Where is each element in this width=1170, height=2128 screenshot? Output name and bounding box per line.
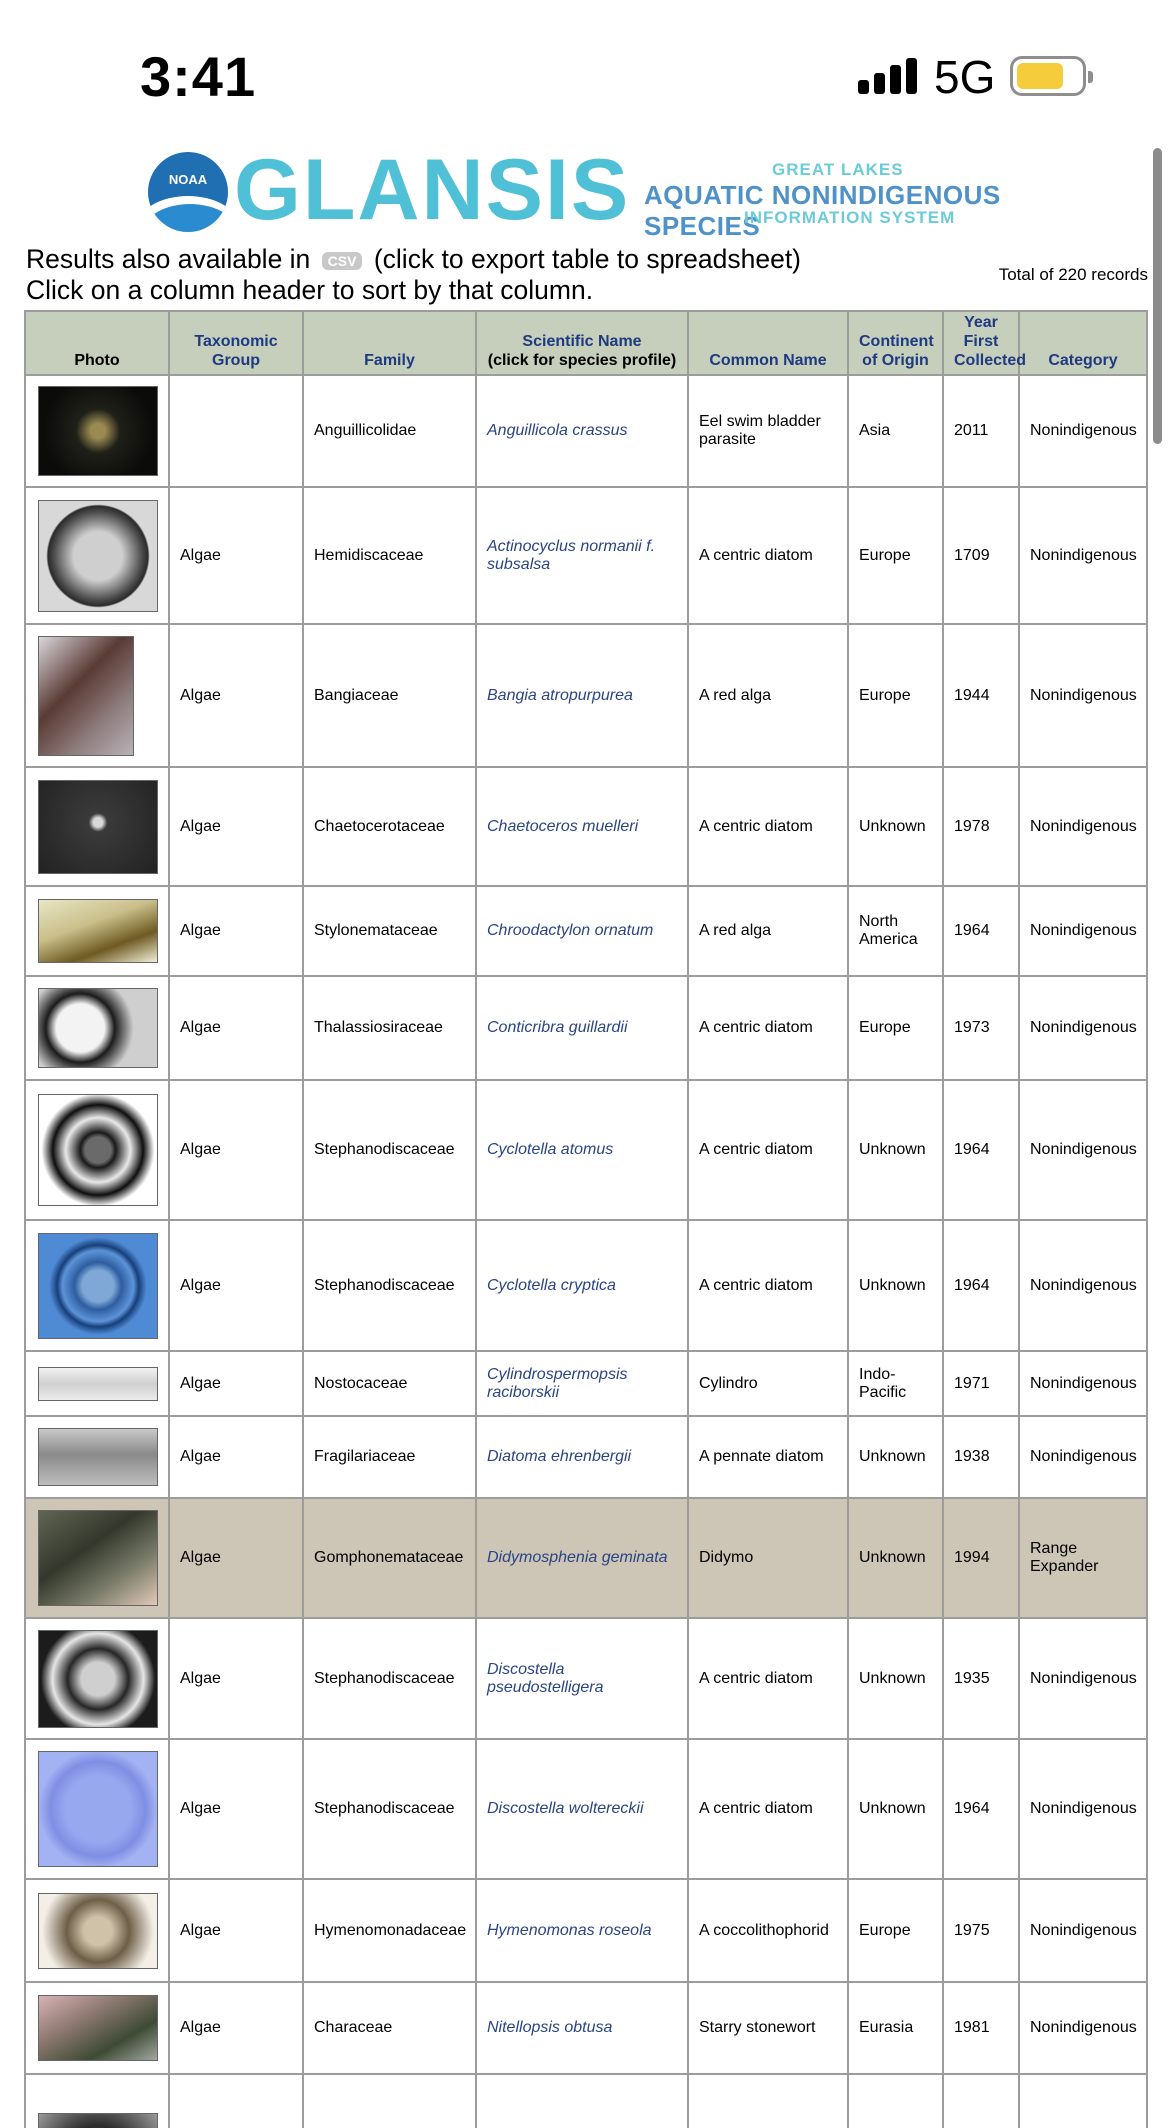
glansis-logo[interactable] (148, 142, 1008, 241)
scientific-name-link[interactable]: Diatoma ehrenbergii (476, 1416, 688, 1498)
family-cell: Stephanodiscaceae (303, 1220, 476, 1351)
common-name-cell (688, 2074, 848, 2128)
category-cell: Nonindigenous (1019, 1080, 1147, 1220)
taxonomic-group-cell: Algae (169, 976, 303, 1080)
category-cell: Nonindigenous (1019, 976, 1147, 1080)
scientific-name-link[interactable]: Actinocyclus normanii f. subsalsa (476, 487, 688, 624)
family-cell: Gomphonemataceae (303, 1498, 476, 1618)
category-cell: Range Expander (1019, 1498, 1147, 1618)
status-bar (0, 0, 1170, 140)
common-name-cell: Eel swim bladder parasite (688, 375, 848, 487)
photo-cell (25, 767, 169, 886)
family-cell (303, 2074, 476, 2128)
continent-cell: Unknown (848, 1416, 943, 1498)
table-row (25, 1739, 1147, 1879)
table-row (25, 1498, 1147, 1618)
scientific-name-sublabel: (click for species profile) (487, 352, 677, 369)
common-name-cell: A centric diatom (688, 976, 848, 1080)
family-cell: Fragilariaceae (303, 1416, 476, 1498)
family-cell: Hemidiscaceae (303, 487, 476, 624)
category-cell: Nonindigenous (1019, 624, 1147, 767)
species-photo-thumbnail[interactable] (38, 988, 158, 1068)
scrollbar-thumb[interactable] (1153, 148, 1162, 444)
logo-brand: GLANSIS (234, 142, 631, 238)
scientific-name-link[interactable]: Chaetoceros muelleri (476, 767, 688, 886)
continent-cell: Asia (848, 375, 943, 487)
continent-cell: Unknown (848, 1220, 943, 1351)
species-photo-thumbnail[interactable] (38, 636, 134, 756)
scientific-name-link[interactable]: Nitellopsis obtusa (476, 1982, 688, 2074)
species-photo-thumbnail[interactable] (38, 1094, 158, 1206)
logo-tagline-1: GREAT LAKES (772, 160, 904, 179)
category-cell: Nonindigenous (1019, 1879, 1147, 1982)
results-suffix: (click to export table to spreadsheet) (373, 244, 802, 274)
year-cell: 1978 (943, 767, 1019, 886)
species-photo-thumbnail[interactable] (38, 1893, 158, 1969)
taxonomic-group-cell: Algae (169, 886, 303, 976)
column-header-taxonomic-group[interactable]: Taxonomic Group (169, 311, 303, 375)
family-cell: Bangiaceae (303, 624, 476, 767)
family-cell: Nostocaceae (303, 1351, 476, 1416)
photo-cell (25, 1416, 169, 1498)
common-name-cell: A red alga (688, 886, 848, 976)
column-header-year[interactable]: Year First Collected (943, 311, 1019, 375)
table-row (25, 1416, 1147, 1498)
continent-cell: Unknown (848, 1739, 943, 1879)
common-name-cell: Cylindro (688, 1351, 848, 1416)
photo-cell (25, 886, 169, 976)
category-cell: Nonindigenous (1019, 1739, 1147, 1879)
table-row (25, 1618, 1147, 1739)
csv-export-button[interactable]: CSV (322, 252, 363, 270)
category-cell: Nonindigenous (1019, 1220, 1147, 1351)
family-cell: Thalassiosiraceae (303, 976, 476, 1080)
taxonomic-group-cell: Algae (169, 1982, 303, 2074)
table-header-row (25, 311, 1147, 375)
continent-cell: Europe (848, 624, 943, 767)
continent-cell: Unknown (848, 1498, 943, 1618)
species-photo-thumbnail[interactable] (38, 1510, 158, 1606)
species-photo-thumbnail[interactable] (38, 780, 158, 874)
common-name-cell: A red alga (688, 624, 848, 767)
common-name-cell: Didymo (688, 1498, 848, 1618)
table-row (25, 1080, 1147, 1220)
species-photo-thumbnail[interactable] (38, 1428, 158, 1486)
common-name-cell: A coccolithophorid (688, 1879, 848, 1982)
photo-cell (25, 2074, 169, 2128)
continent-cell: Indo-Pacific (848, 1351, 943, 1416)
photo-cell (25, 1080, 169, 1220)
photo-cell (25, 1351, 169, 1416)
common-name-cell: A pennate diatom (688, 1416, 848, 1498)
species-photo-thumbnail[interactable] (38, 1995, 158, 2061)
species-photo-thumbnail[interactable] (38, 1367, 158, 1401)
family-cell: Chaetocerotaceae (303, 767, 476, 886)
family-cell: Hymenomonadaceae (303, 1879, 476, 1982)
taxonomic-group-cell: Algae (169, 767, 303, 886)
photo-cell (25, 624, 169, 767)
continent-cell: Unknown (848, 1618, 943, 1739)
scientific-name-link[interactable]: Hymenomonas roseola (476, 1879, 688, 1982)
year-cell: 1709 (943, 487, 1019, 624)
status-time: 3:41 (140, 45, 257, 108)
taxonomic-group-cell: Algae (169, 1351, 303, 1416)
taxonomic-group-cell: Algae (169, 624, 303, 767)
table-row (25, 886, 1147, 976)
year-cell: 2011 (943, 375, 1019, 487)
scientific-name-link[interactable]: Anguillicola crassus (476, 375, 688, 487)
species-photo-thumbnail[interactable] (38, 1751, 158, 1867)
column-header-family[interactable]: Family (303, 311, 476, 375)
taxonomic-group-cell: Algae (169, 1080, 303, 1220)
species-photo-thumbnail[interactable] (38, 500, 158, 612)
species-photo-thumbnail[interactable] (38, 2113, 158, 2128)
year-cell: 1971 (943, 1351, 1019, 1416)
common-name-cell: A centric diatom (688, 767, 848, 886)
family-cell: Stephanodiscaceae (303, 1739, 476, 1879)
year-cell: 1964 (943, 1739, 1019, 1879)
scientific-name-link[interactable]: Cyclotella cryptica (476, 1220, 688, 1351)
table-row (25, 487, 1147, 624)
column-header-scientific-name[interactable] (476, 311, 688, 375)
year-cell: 1935 (943, 1618, 1019, 1739)
column-header-common-name[interactable]: Common Name (688, 311, 848, 375)
logo-tagline-3: INFORMATION SYSTEM (744, 208, 956, 227)
scientific-name-link[interactable]: Bangia atropurpurea (476, 624, 688, 767)
signal-icon (858, 58, 918, 94)
common-name-cell: A centric diatom (688, 1220, 848, 1351)
year-cell: 1938 (943, 1416, 1019, 1498)
table-row (25, 1879, 1147, 1982)
common-name-cell: A centric diatom (688, 1618, 848, 1739)
photo-cell (25, 1220, 169, 1351)
category-cell (1019, 2074, 1147, 2128)
column-header-continent[interactable]: Continent of Origin (848, 311, 943, 375)
photo-cell (25, 375, 169, 487)
common-name-cell: Starry stonewort (688, 1982, 848, 2074)
category-cell: Nonindigenous (1019, 1416, 1147, 1498)
photo-cell (25, 1498, 169, 1618)
scientific-name-link[interactable]: Conticribra guillardii (476, 976, 688, 1080)
taxonomic-group-cell: Algae (169, 1498, 303, 1618)
seal-text: NOAA (168, 172, 208, 187)
column-header-photo[interactable]: Photo (25, 311, 169, 375)
year-cell: 1973 (943, 976, 1019, 1080)
column-header-category[interactable]: Category (1019, 311, 1147, 375)
continent-cell: Eurasia (848, 1982, 943, 2074)
scientific-name-link[interactable]: Didymosphenia geminata (476, 1498, 688, 1618)
photo-cell (25, 976, 169, 1080)
battery-icon (1010, 56, 1086, 96)
year-cell: 1975 (943, 1879, 1019, 1982)
scientific-name-link[interactable] (476, 2074, 688, 2128)
taxonomic-group-cell (169, 2074, 303, 2128)
continent-cell: Europe (848, 976, 943, 1080)
species-table (24, 310, 1148, 2128)
common-name-cell: A centric diatom (688, 487, 848, 624)
category-cell: Nonindigenous (1019, 487, 1147, 624)
species-photo-thumbnail[interactable] (38, 899, 158, 963)
table-row (25, 976, 1147, 1080)
species-photo-thumbnail[interactable] (38, 1233, 158, 1339)
scientific-name-link[interactable]: Discostella woltereckii (476, 1739, 688, 1879)
taxonomic-group-cell: Algae (169, 1416, 303, 1498)
year-cell: 1964 (943, 1080, 1019, 1220)
species-photo-thumbnail[interactable] (38, 386, 158, 476)
common-name-cell: A centric diatom (688, 1080, 848, 1220)
noaa-seal-icon (148, 152, 228, 232)
family-cell: Stylonemataceae (303, 886, 476, 976)
export-info (26, 244, 801, 275)
category-cell: Nonindigenous (1019, 1618, 1147, 1739)
year-cell: 1981 (943, 1982, 1019, 2074)
scientific-name-link[interactable]: Chroodactylon ornatum (476, 886, 688, 976)
photo-cell (25, 487, 169, 624)
table-row (25, 1220, 1147, 1351)
year-cell: 1944 (943, 624, 1019, 767)
sort-hint: Click on a column header to sort by that column. (26, 275, 594, 305)
continent-cell: Europe (848, 487, 943, 624)
photo-cell (25, 1618, 169, 1739)
scientific-name-link[interactable]: Cylindrospermopsis raciborskii (476, 1351, 688, 1416)
results-prefix: Results also available in (26, 244, 311, 274)
continent-cell: Unknown (848, 767, 943, 886)
logo-tagline-2: AQUATIC NONINDIGENOUS SPECIES (644, 180, 1001, 241)
year-cell: 1994 (943, 1498, 1019, 1618)
network-type: 5G (934, 51, 996, 103)
continent-cell: Unknown (848, 1080, 943, 1220)
category-cell: Nonindigenous (1019, 886, 1147, 976)
table-row (25, 624, 1147, 767)
family-cell: Anguillicolidae (303, 375, 476, 487)
continent-cell: Europe (848, 1879, 943, 1982)
photo-cell (25, 1879, 169, 1982)
taxonomic-group-cell: Algae (169, 1879, 303, 1982)
category-cell: Nonindigenous (1019, 1982, 1147, 2074)
taxonomic-group-cell: Algae (169, 1618, 303, 1739)
year-cell (943, 2074, 1019, 2128)
year-cell: 1964 (943, 1220, 1019, 1351)
category-cell: Nonindigenous (1019, 767, 1147, 886)
family-cell: Stephanodiscaceae (303, 1618, 476, 1739)
table-row (25, 1982, 1147, 2074)
species-photo-thumbnail[interactable] (38, 1630, 158, 1728)
continent-cell: North America (848, 886, 943, 976)
family-cell: Stephanodiscaceae (303, 1080, 476, 1220)
table-row (25, 1351, 1147, 1416)
category-cell: Nonindigenous (1019, 1351, 1147, 1416)
year-cell: 1964 (943, 886, 1019, 976)
total-records: Total of 220 records (998, 265, 1148, 284)
scientific-name-link[interactable]: Discostella pseudostelligera (476, 1618, 688, 1739)
family-cell: Characeae (303, 1982, 476, 2074)
scientific-name-link[interactable]: Cyclotella atomus (476, 1080, 688, 1220)
taxonomic-group-cell: Algae (169, 1220, 303, 1351)
continent-cell (848, 2074, 943, 2128)
table-row (25, 767, 1147, 886)
photo-cell (25, 1982, 169, 2074)
table-row (25, 375, 1147, 487)
photo-cell (25, 1739, 169, 1879)
scientific-name-label: Scientific Name (522, 333, 642, 350)
table-row (25, 2074, 1147, 2128)
common-name-cell: A centric diatom (688, 1739, 848, 1879)
category-cell: Nonindigenous (1019, 375, 1147, 487)
taxonomic-group-cell: Algae (169, 1739, 303, 1879)
taxonomic-group-cell (169, 375, 303, 487)
taxonomic-group-cell: Algae (169, 487, 303, 624)
